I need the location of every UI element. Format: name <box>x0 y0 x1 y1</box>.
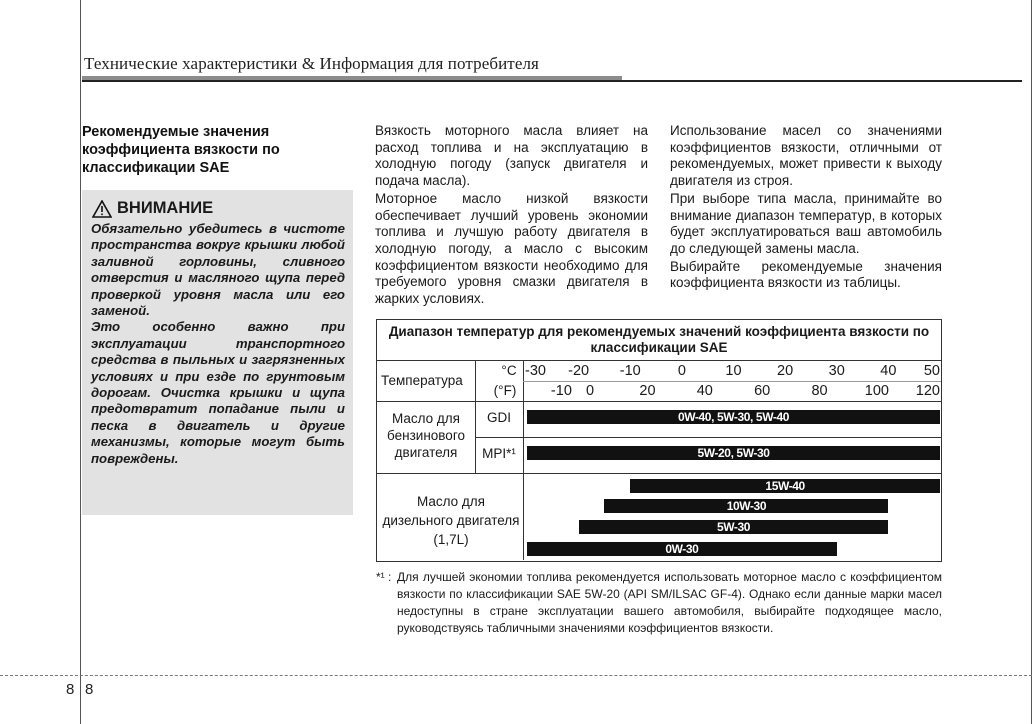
fahrenheit-tick-label: 60 <box>754 383 771 399</box>
table-divider <box>377 401 941 402</box>
mpi-label: MPI*¹ <box>482 446 516 461</box>
warning-body <box>91 221 345 467</box>
fahrenheit-tick-label: 20 <box>639 383 656 399</box>
celsius-tick-label: 20 <box>777 363 794 379</box>
celsius-tick-label: 0 <box>677 363 686 379</box>
temperature-label: Температура <box>381 373 463 388</box>
warning-triangle-icon <box>92 200 112 218</box>
celsius-tick-label: -10 <box>619 363 641 379</box>
text-column-3 <box>670 123 942 293</box>
page-number: 8 <box>85 681 94 698</box>
diesel-oil-label: Масло для дизельного двигателя (1,7L) <box>382 494 520 547</box>
viscosity-bar-label: 10W-30 <box>726 499 767 513</box>
fahrenheit-tick-label: 100 <box>864 383 889 399</box>
warning-paragraph: Это особенно важно при эксплуатации транспортного средства в пыльных и загрязненных условиях и при езде по грунтовым дорогам. Очистка крышки и щупа предотвратит попадание пыли и песка в двигатель и другие механизмы, которые могут быть повреждены. <box>91 319 345 466</box>
paragraph: Моторное масло низкой вязкости обеспечивает лучший уровень экономии топлива и лучшую работу двигателя в холодную погоду, а масло с высоким коэффициентом вязкости необходимо для требуемого уровня смазки двигателя в жарких условиях. <box>375 190 648 307</box>
paragraph: При выборе типа масла, принимайте во внимание диапазон температур, в которых будет эксплуатироваться ваш автомобиль до следующей замены масла. <box>670 190 942 256</box>
celsius-tick-label: 30 <box>828 363 845 379</box>
table-divider <box>377 473 941 474</box>
section-title: Рекомендуемые значения коэффициента вязкости по классификации SAE <box>82 124 280 176</box>
celsius-tick-label: -20 <box>568 363 590 379</box>
petrol-oil-label: Масло для бензинового двигателя <box>387 411 465 460</box>
viscosity-bar-label: 0W-40, 5W-30, 5W-40 <box>677 410 790 424</box>
fahrenheit-tick-label: 80 <box>811 383 828 399</box>
celsius-tick-label: 50 <box>923 363 940 379</box>
table-divider <box>475 361 476 401</box>
celsius-tick-label: 40 <box>880 363 897 379</box>
page-left-border <box>80 0 81 724</box>
viscosity-bar-label: 5W-30 <box>716 520 751 534</box>
warning-paragraph: Обязательно убедитесь в чистоте пространства вокруг крышки любой заливной горловины, сливного отверстия и масляного щупа перед проверкой уровня масла или его заменой. <box>91 221 345 319</box>
header-title: Технические характеристики & Информация для потребителя <box>84 54 539 73</box>
paragraph: Использование масел со значениями коэффициентов вязкости, отличными от рекомендуемых, может привести к выходу двигателя из строя. <box>670 123 942 189</box>
footnote-mark: *¹ : <box>376 570 392 584</box>
warning-heading <box>92 199 213 218</box>
unit-celsius: °C <box>501 363 517 378</box>
footer-rule <box>0 675 1032 676</box>
warning-box <box>82 190 353 515</box>
viscosity-bar-label: 5W-20, 5W-30 <box>697 446 770 460</box>
paragraph: Выбирайте рекомендуемые значения коэффициента вязкости из таблицы. <box>670 258 942 291</box>
warning-heading-text: ВНИМАНИЕ <box>117 199 214 217</box>
gdi-label: GDI <box>486 410 511 425</box>
paragraph: Вязкость моторного масла влияет на расход топлива и на эксплуатацию в холодную погоду (запуск двигателя и подача масла). <box>375 123 648 189</box>
celsius-tick-label: -30 <box>525 363 546 379</box>
table-divider <box>475 437 941 438</box>
celsius-tick-label: 10 <box>725 363 742 379</box>
viscosity-bar-label: 15W-40 <box>765 479 805 493</box>
unit-fahrenheit: (°F) <box>493 383 517 398</box>
fahrenheit-tick-label: -10 <box>550 383 572 399</box>
section-number: 8 <box>66 681 75 698</box>
text-column-2 <box>375 123 648 309</box>
table-divider <box>523 361 524 560</box>
viscosity-table <box>376 319 942 562</box>
fahrenheit-tick-label: 0 <box>586 383 595 399</box>
table-title: Диапазон температур для рекомендуемых значений коэффициента вязкости по классификации SAE <box>377 320 941 361</box>
header-rule <box>82 80 1022 82</box>
footnote-text: Для лучшей экономии топлива рекомендуется использовать моторное масло с коэффициентом вязкости по классификации SAE 5W-20 (API SM/ILSAC GF-4). Однако если данные марки масел недоступны в стране эксплуатации вашего автомобиля, выбирайте подходящее масло, руководствуясь табличными значениями коэффициентов вязкости. <box>397 570 942 635</box>
fahrenheit-tick-label: 40 <box>696 383 713 399</box>
viscosity-bar-label: 0W-30 <box>665 542 699 556</box>
fahrenheit-tick-label: 120 <box>915 383 940 399</box>
page-header <box>82 52 1022 82</box>
